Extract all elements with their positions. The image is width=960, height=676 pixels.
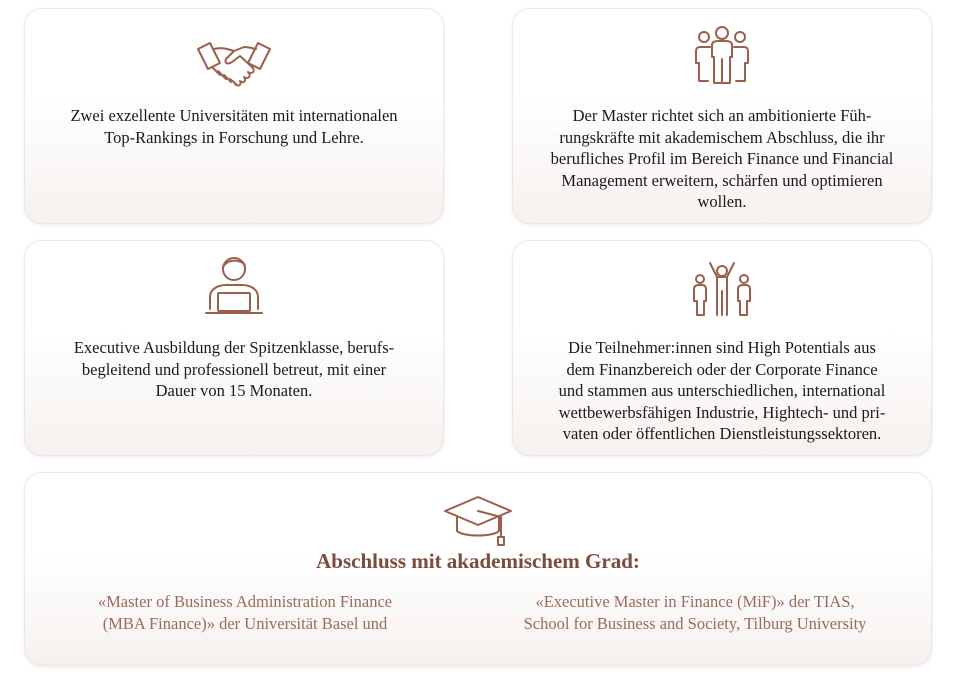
graduation-cap-icon [443,493,513,549]
cheering-group-icon [692,261,752,317]
card-description [25,105,443,148]
feature-card-education [24,240,444,456]
degree-basel [65,591,425,634]
feature-card-participants [512,240,932,456]
card-text-line: wettbewerbsfähigen Industrie, Hightech- und pri- [558,402,886,422]
card-text-line: berufliches Profil im Bereich Finance und Financial [550,149,894,168]
card-text-line: dem Finanzbereich oder der Corporate Finance [566,359,878,379]
degree-text-line: (MBA Finance)» der Universität Basel und [102,613,388,633]
graduation-card [24,472,932,666]
feature-card-target-group [512,8,932,224]
degree-tias [495,591,895,634]
card-text-line: Executive Ausbildung der Spitzenklasse, berufs- [73,338,395,357]
graduation-title: Abschluss mit akademischem Grad: [316,549,640,573]
card-text-line: Die Teilnehmer:innen sind High Potentials aus [568,338,876,357]
card-text-line: Zwei exzellente Universitäten mit internationalen [70,106,398,125]
card-text-line: begleitend und professionell betreut, mit einer [81,359,387,379]
card-text-line: vaten oder öffentlichen Dienstleistungssektoren. [562,424,882,443]
handshake-icon [194,39,274,91]
card-text-line: rungskräfte mit akademischem Abschluss, die ihr [559,127,885,147]
card-description [513,337,931,445]
card-text-line: Top-Rankings in Forschung und Lehre. [104,127,364,147]
feature-card-universities [24,8,444,224]
degree-text-line: «Executive Master in Finance (MiF)» der TIAS, [535,592,855,611]
card-text-line: wollen. [697,192,747,211]
degree-text-line: School for Business and Society, Tilburg University [523,613,867,633]
card-text-line: Dauer von 15 Monaten. [155,381,313,400]
card-description [513,105,931,213]
card-text-line: und stammen aus unterschiedlichen, international [558,381,886,400]
degree-text-line: «Master of Business Administration Finance [97,592,393,611]
card-description [25,337,443,402]
group-people-icon [694,23,750,85]
card-text-line: Management erweitern, schärfen und optimieren [561,170,883,190]
card-text-line: Der Master richtet sich an ambitionierte Füh- [572,106,872,125]
person-laptop-icon [204,253,264,317]
